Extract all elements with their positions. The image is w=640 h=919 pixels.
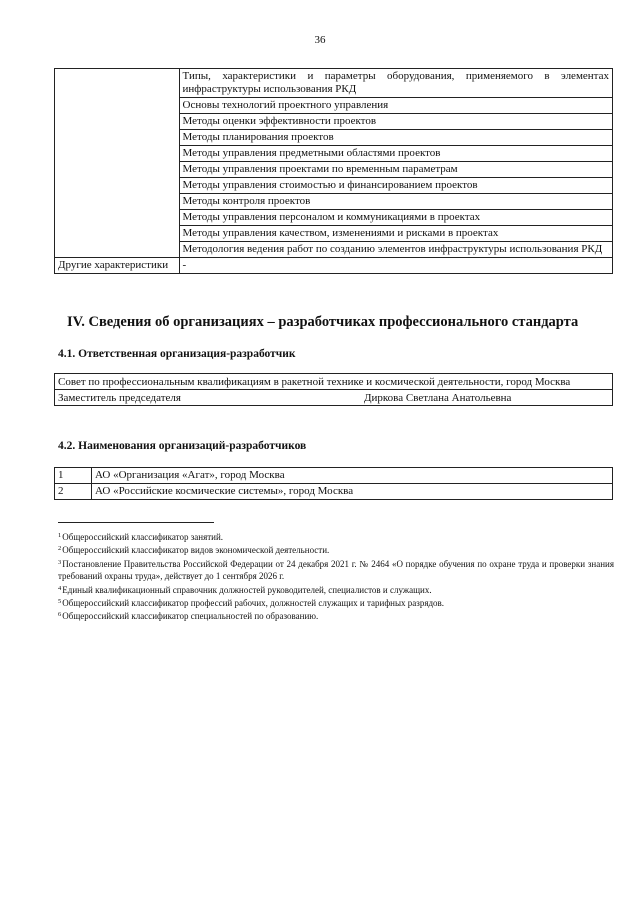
page-number: 36 xyxy=(314,34,326,46)
table-cell: Методы контроля проектов xyxy=(179,194,612,210)
table-cell: Методы управления проектами по временным параметрам xyxy=(179,162,612,178)
person-name: Диркова Светлана Анатольевна xyxy=(361,390,613,406)
row-number: 1 xyxy=(55,468,92,484)
knowledge-table xyxy=(54,68,613,274)
table-cell: Методы управления стоимостью и финансированием проектов xyxy=(179,178,612,194)
table-row xyxy=(55,374,613,390)
table-row xyxy=(55,258,613,274)
footnote: $^6$Общероссийский классификатор специальностей по образованию. xyxy=(58,611,319,622)
table-row xyxy=(55,484,613,500)
footnote: $^1$Общероссийский классификатор занятий. xyxy=(58,532,224,542)
table-cell: Типы, характеристики и параметры оборудования, применяемого в элементах инфраструктуры использования РКД xyxy=(179,69,612,98)
org-name: Совет по профессиональным квалификациям в ракетной технике и космической деятельности, город Москва xyxy=(55,374,613,390)
footnote: $^2$Общероссийский классификатор видов экономической деятельности. xyxy=(58,545,330,556)
table-cell: Методы оценки эффективности проектов xyxy=(179,114,612,130)
table-row xyxy=(55,390,613,406)
responsible-org-table xyxy=(54,373,613,406)
footnote: $^4$Единый квалификационный справочник должностей руководителей, специалистов и служащих. xyxy=(58,584,432,595)
other-characteristics-value: - xyxy=(179,258,612,274)
other-characteristics-label: Другие характеристики xyxy=(55,258,180,274)
table-row xyxy=(55,69,613,98)
org-name: АО «Российские космические системы», город Москва xyxy=(92,484,613,500)
footnotes xyxy=(58,530,614,623)
table-cell-empty xyxy=(55,69,180,258)
position: Заместитель председателя xyxy=(55,390,362,406)
table-row xyxy=(55,468,613,484)
footnote: $^3$Постановление Правительства Российской Федерации от 24 декабря 2021 г. № 2464 «О порядке обучения по охране труда и проверки знания требований охраны труда», действует до 1 сентября 2026 г. xyxy=(58,558,614,582)
subsection-title-responsible: 4.1. Ответственная организация-разработчик xyxy=(58,348,296,360)
table-cell: Методы управления качеством, изменениями и рисками в проектах xyxy=(179,226,612,242)
footnote-divider xyxy=(58,522,214,523)
developers-table xyxy=(54,467,613,500)
table-cell: Методология ведения работ по созданию элементов инфраструктуры использования РКД xyxy=(179,242,612,258)
org-name: АО «Организация «Агат», город Москва xyxy=(92,468,613,484)
footnote: $^5$Общероссийский классификатор профессий рабочих, должностей служащих и тарифных разрядов. xyxy=(58,598,445,609)
table-cell: Методы управления предметными областями проектов xyxy=(179,146,612,162)
subsection-title-developers: 4.2. Наименования организаций-разработчиков xyxy=(58,440,307,452)
table-cell: Методы планирования проектов xyxy=(179,130,612,146)
section-title: IV. Сведения об организациях – разработчиках профессионального стандарта xyxy=(67,314,579,330)
row-number: 2 xyxy=(55,484,92,500)
table-cell: Методы управления персоналом и коммуникациями в проектах xyxy=(179,210,612,226)
table-cell: Основы технологий проектного управления xyxy=(179,98,612,114)
